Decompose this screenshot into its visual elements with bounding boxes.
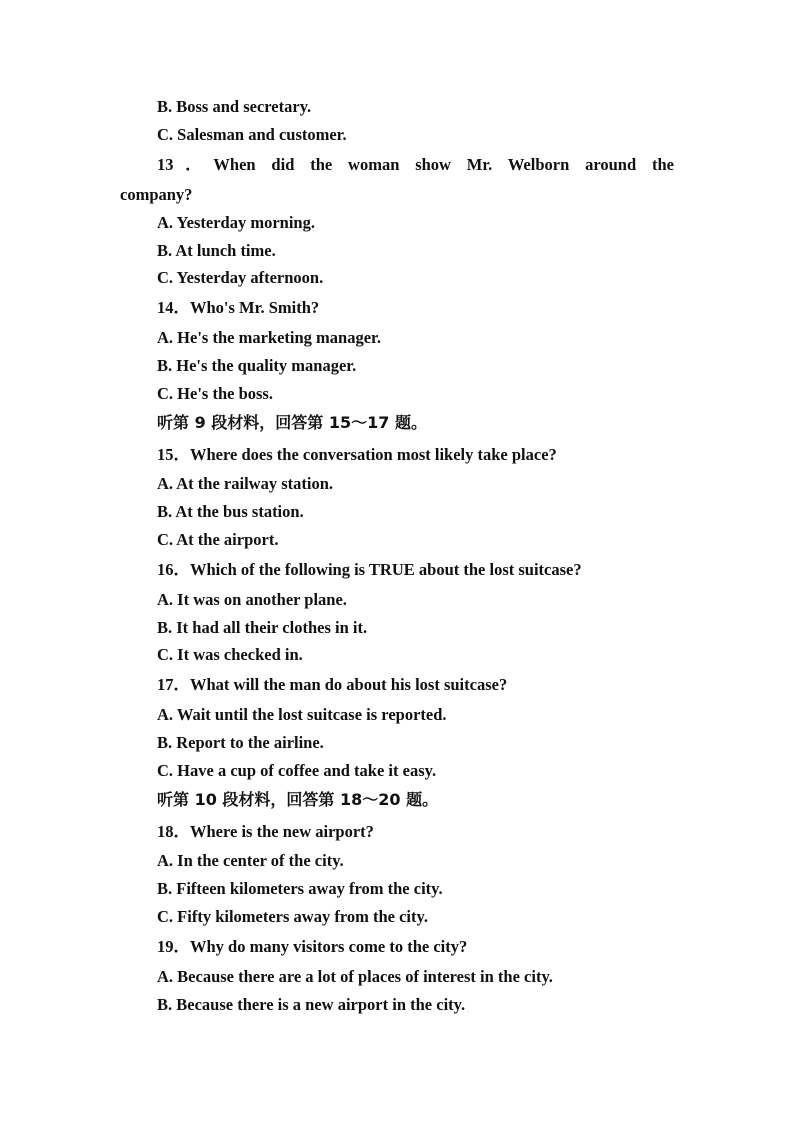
option-17a: A. Wait until the lost suitcase is reported. xyxy=(157,705,447,724)
question-16: 16．Which of the following is TRUE about the lost suitcase? xyxy=(157,560,582,579)
option-17c: C. Have a cup of coffee and take it easy. xyxy=(157,761,437,780)
option-13c: C. Yesterday afternoon. xyxy=(157,268,324,287)
option-15b: B. At the bus station. xyxy=(157,502,304,521)
question-17: 17．What will the man do about his lost suitcase? xyxy=(157,675,508,694)
option-16a: A. It was on another plane. xyxy=(157,590,347,609)
option-19b: B. Because there is a new airport in the city. xyxy=(157,995,466,1014)
question-13-line2: company? xyxy=(120,185,193,204)
option-18b: B. Fifteen kilometers away from the city. xyxy=(157,879,443,898)
option-18a: A. In the center of the city. xyxy=(157,851,344,870)
option-14c: C. He's the boss. xyxy=(157,384,273,403)
option-14a: A. He's the marketing manager. xyxy=(157,328,381,347)
option-16b: B. It had all their clothes in it. xyxy=(157,618,368,637)
question-19: 19．Why do many visitors come to the city? xyxy=(157,937,468,956)
question-15: 15．Where does the conversation most likely take place? xyxy=(157,445,557,464)
option-13a: A. Yesterday morning. xyxy=(157,213,315,232)
section-heading-10: 听第 10 段材料，回答第 18～20 题。 xyxy=(157,790,439,809)
option-13b: B. At lunch time. xyxy=(157,241,276,260)
option-12c: C. Salesman and customer. xyxy=(157,125,347,144)
option-15c: C. At the airport. xyxy=(157,530,279,549)
section-heading-9: 听第 9 段材料，回答第 15～17 题。 xyxy=(157,413,427,432)
option-18c: C. Fifty kilometers away from the city. xyxy=(157,907,428,926)
question-13-line1: 13．When did the woman show Mr. Welborn around the xyxy=(157,155,674,174)
question-14: 14．Who's Mr. Smith? xyxy=(157,298,320,317)
option-14b: B. He's the quality manager. xyxy=(157,356,357,375)
option-15a: A. At the railway station. xyxy=(157,474,333,493)
option-12b: B. Boss and secretary. xyxy=(157,97,312,116)
option-17b: B. Report to the airline. xyxy=(157,733,324,752)
question-18: 18．Where is the new airport? xyxy=(157,822,374,841)
option-16c: C. It was checked in. xyxy=(157,645,303,664)
option-19a: A. Because there are a lot of places of interest in the city. xyxy=(157,967,553,986)
